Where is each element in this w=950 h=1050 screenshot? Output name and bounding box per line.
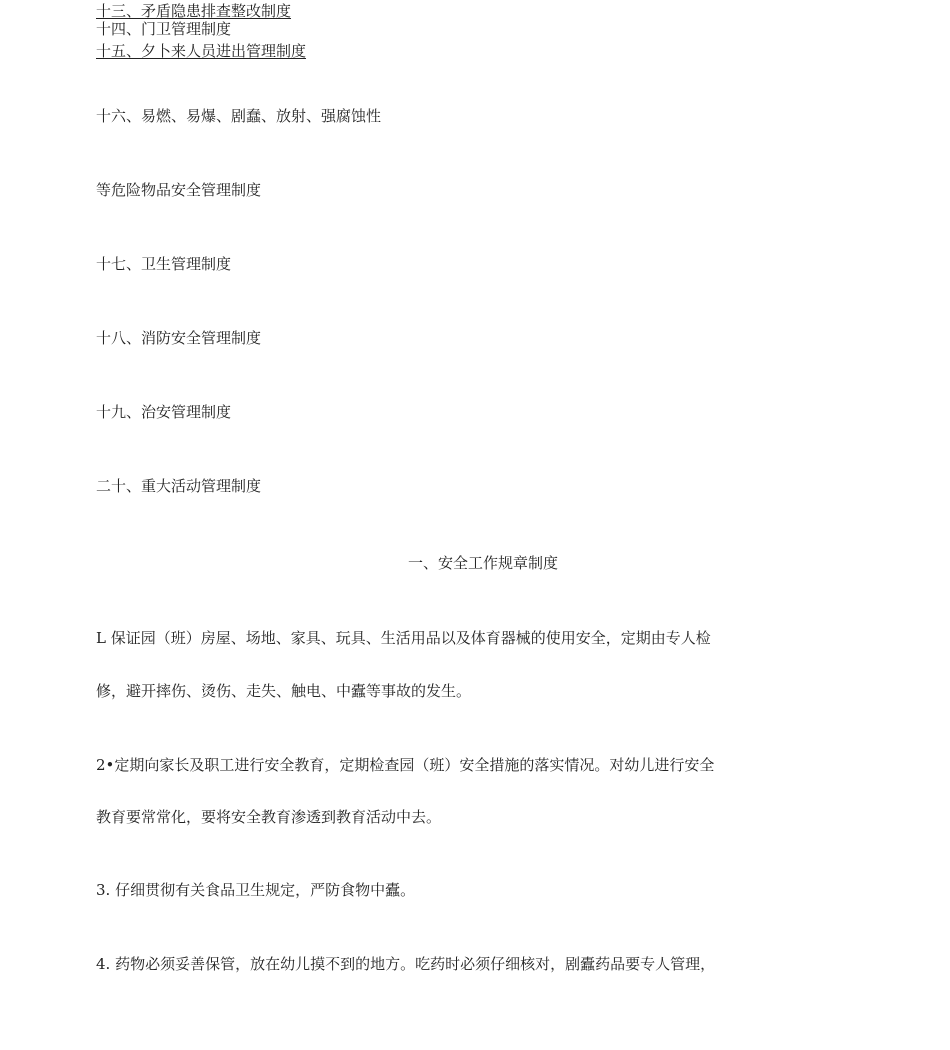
paragraph-1-line-1: L 保证园（班）房屋、场地、家具、玩具、生活用品以及体育器械的使用安全，定期由专人检	[96, 629, 711, 647]
paragraph-2-line-1: 2•定期向家长及职工进行安全教育，定期检查园（班）安全措施的落实情况。对幼儿进行安全	[96, 756, 715, 774]
paragraph-4-line-1: 4. 药物必须妥善保管，放在幼儿摸不到的地方。吃药时必须仔细核对，剧蠹药品要专人管理，	[96, 955, 716, 973]
toc-item-20: 二十、重大活动管理制度	[96, 477, 262, 495]
toc-item-18: 十八、消防安全管理制度	[96, 329, 262, 347]
toc-item-16-line-1: 十六、易燃、易爆、剧蠢、放射、强腐蚀性	[96, 107, 382, 125]
paragraph-1-line-2: 修，避开摔伤、烫伤、走失、触电、中蠹等事故的发生。	[96, 682, 472, 700]
toc-item-16-line-2: 等危险物品安全管理制度	[96, 181, 262, 199]
paragraph-3-line-1: 3. 仔细贯彻有关食品卫生规定，严防食物中蠹。	[96, 881, 416, 899]
toc-item-17: 十七、卫生管理制度	[96, 255, 232, 273]
toc-item-15: 十五、夕卜来人员进出管理制度	[96, 42, 307, 60]
toc-item-19: 十九、治安管理制度	[96, 403, 232, 421]
toc-item-14: 十四、门卫管理制度	[96, 20, 232, 38]
paragraph-2-line-2: 教育要常常化，要将安全教育渗透到教育活动中去。	[96, 808, 442, 826]
section-heading: 一、安全工作规章制度	[407, 554, 558, 572]
toc-item-13: 十三、矛盾隐患排查整改制度	[96, 2, 292, 20]
